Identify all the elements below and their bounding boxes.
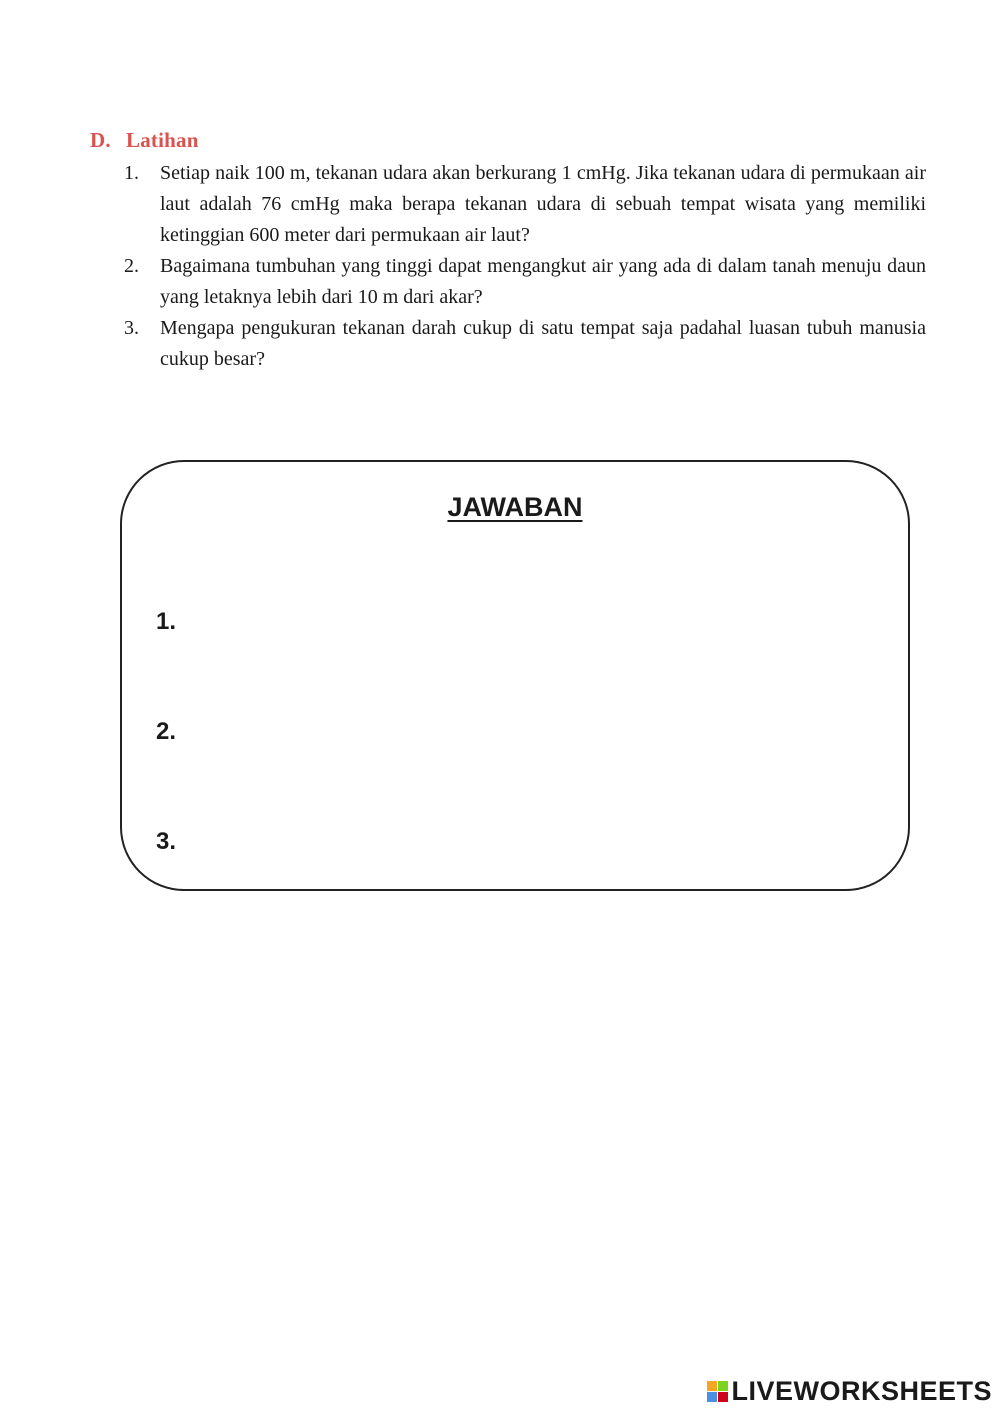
logo-cell bbox=[707, 1381, 717, 1391]
liveworksheets-logo-icon bbox=[707, 1381, 728, 1402]
logo-cell bbox=[718, 1392, 728, 1402]
answer-label-1: 1. bbox=[156, 608, 177, 635]
question-list bbox=[124, 158, 926, 375]
section-title: Latihan bbox=[126, 128, 199, 152]
question-1 bbox=[124, 158, 926, 251]
question-number: 2. bbox=[124, 255, 139, 277]
answer-label-2: 2. bbox=[156, 718, 177, 745]
answer-box bbox=[120, 460, 910, 891]
liveworksheets-brand bbox=[707, 1376, 992, 1407]
question-text: Mengapa pengukuran tekanan darah cukup di satu tempat saja padahal luasan tubuh manusia cukup besar? bbox=[160, 317, 926, 370]
question-number: 3. bbox=[124, 317, 139, 339]
question-text: Setiap naik 100 m, tekanan udara akan berkurang 1 cmHg. Jika tekanan udara di permukaan air laut adalah 76 cmHg maka berapa tekanan udara di sebuah tempat wisata yang memiliki ketinggian 600 meter dari permukaan air laut? bbox=[160, 162, 926, 246]
question-2 bbox=[124, 251, 926, 313]
section-letter: D. bbox=[90, 128, 111, 152]
answer-title: JAWABAN bbox=[447, 492, 583, 522]
question-text: Bagaimana tumbuhan yang tinggi dapat mengangkut air yang ada di dalam tanah menuju daun yang letaknya lebih dari 10 m dari akar? bbox=[160, 255, 926, 308]
logo-cell bbox=[707, 1392, 717, 1402]
brand-name: LIVEWORKSHEETS bbox=[731, 1376, 992, 1406]
question-3 bbox=[124, 313, 926, 375]
logo-cell bbox=[718, 1381, 728, 1391]
answer-input-3[interactable] bbox=[194, 824, 878, 860]
answer-input-2[interactable] bbox=[194, 714, 878, 750]
answer-input-1[interactable] bbox=[194, 604, 878, 640]
question-number: 1. bbox=[124, 162, 139, 184]
answer-label-3: 3. bbox=[156, 828, 177, 855]
section-heading bbox=[90, 128, 199, 153]
